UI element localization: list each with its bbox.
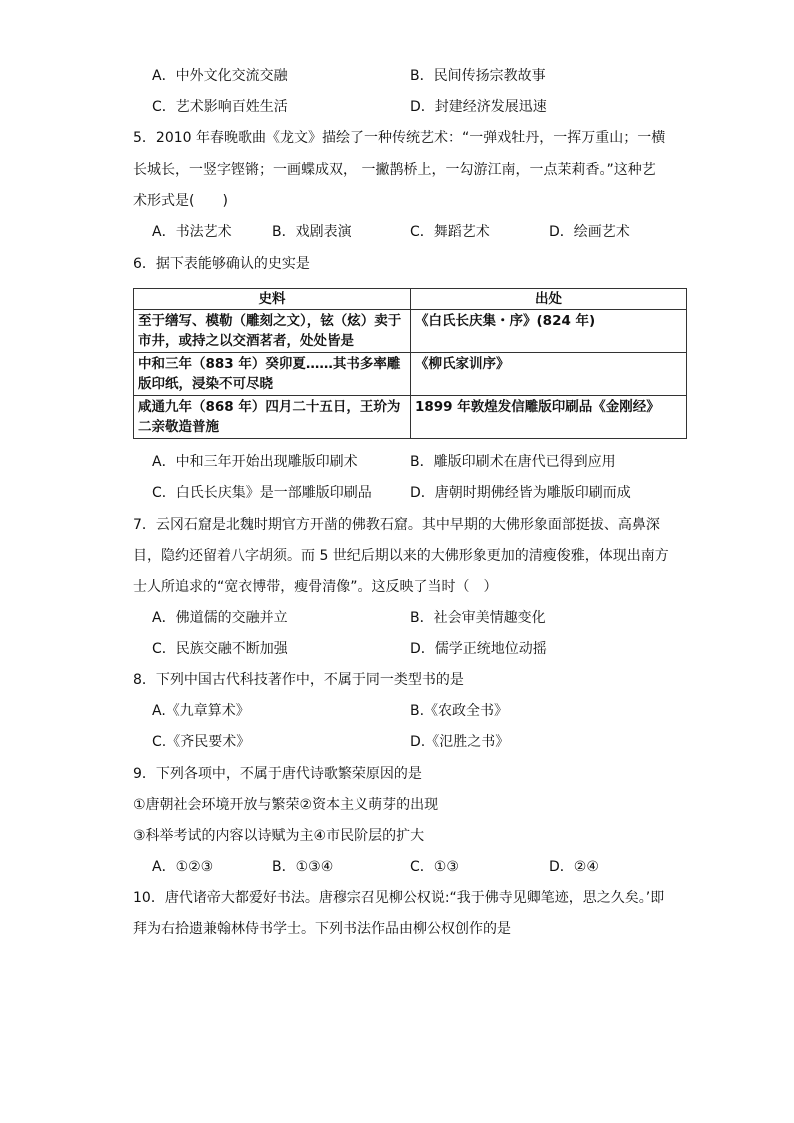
q8-option-b: B.《农政全书》 bbox=[410, 703, 509, 719]
q10-stem-line-2: 拜为右拾遗兼翰林侍书学士。下列书法作品由柳公权创作的是 bbox=[133, 921, 511, 937]
source-table bbox=[133, 288, 687, 439]
table-row bbox=[134, 396, 687, 439]
table-cell: 1899 年敦煌发信雕版印刷品《金刚经》 bbox=[411, 396, 687, 439]
q9-option-d: D．②④ bbox=[549, 859, 599, 875]
q8-stem: 8．下列中国古代科技著作中，不属于同一类型书的是 bbox=[133, 672, 464, 688]
q6-option-b: B．雕版印刷术在唐代已得到应用 bbox=[410, 454, 616, 470]
table-cell: 《柳氏家训序》 bbox=[411, 353, 687, 396]
q7-option-a: A．佛道儒的交融并立 bbox=[152, 610, 288, 626]
q9-item-line-2: ③科举考试的内容以诗赋为主④市民阶层的扩大 bbox=[133, 828, 425, 844]
table-cell: 中和三年（883 年）癸卯夏……其书多率雕版印纸，浸染不可尽晓 bbox=[134, 353, 411, 396]
q7-stem-line-2: 目，隐约还留着八字胡须。而 5 世纪后期以来的大佛形象更加的清瘦俊雅，体现出南方 bbox=[133, 548, 669, 564]
table-cell: 至于缮写、模勒（雕刻之文），铉（炫）卖于市井，或持之以交酒茗者，处处皆是 bbox=[134, 310, 411, 353]
q9-option-a: A．①②③ bbox=[152, 859, 214, 875]
q8-option-d: D.《氾胜之书》 bbox=[410, 734, 510, 750]
q6-stem: 6．据下表能够确认的史实是 bbox=[133, 256, 310, 272]
table-header-source: 史料 bbox=[134, 289, 411, 310]
q5-stem-line-1: 5．2010 年春晚歌曲《龙文》描绘了一种传统艺术：“一弹戏牡丹，一挥万重山；一横 bbox=[133, 130, 666, 146]
table-cell: 咸通九年（868 年）四月二十五日，王玠为二亲敬造普施 bbox=[134, 396, 411, 439]
q5-option-c: C．舞蹈艺术 bbox=[410, 224, 490, 240]
q6-option-d: D．唐朝时期佛经皆为雕版印刷而成 bbox=[410, 485, 631, 501]
q5-option-b: B．戏剧表演 bbox=[272, 224, 352, 240]
table-row bbox=[134, 310, 687, 353]
table-header-origin: 出处 bbox=[411, 289, 687, 310]
table-header-row bbox=[134, 289, 687, 310]
q8-option-c: C.《齐民要术》 bbox=[152, 734, 251, 750]
option-d: D．封建经济发展迅速 bbox=[410, 99, 547, 115]
q7-stem-line-1: 7．云冈石窟是北魏时期官方开凿的佛教石窟。其中早期的大佛形象面部挺拔、高鼻深 bbox=[133, 517, 660, 533]
q5-option-d: D．绘画艺术 bbox=[549, 224, 630, 240]
q6-option-c: C．白氏长庆集》是一部雕版印刷品 bbox=[152, 485, 372, 501]
table-cell: 《白氏长庆集・序》(824 年) bbox=[411, 310, 687, 353]
q6-option-a: A．中和三年开始出现雕版印刷术 bbox=[152, 454, 358, 470]
option-c: C．艺术影响百姓生活 bbox=[152, 99, 288, 115]
q7-option-d: D．儒学正统地位动摇 bbox=[410, 641, 547, 657]
q5-stem-line-2: 长城长，一竖字铿锵；一画蝶成双， 一撇鹊桥上，一勾游江南，一点茉莉香。”这种艺 bbox=[133, 162, 656, 178]
q10-stem-line-1: 10．唐代诸帝大都爱好书法。唐穆宗召见柳公权说:“我于佛寺见卿笔迹，思之久矣。’即 bbox=[133, 890, 665, 906]
q9-item-line-1: ①唐朝社会环境开放与繁荣②资本主义萌芽的出现 bbox=[133, 797, 439, 813]
q8-option-a: A.《九章算术》 bbox=[152, 703, 250, 719]
q9-stem: 9．下列各项中，不属于唐代诗歌繁荣原因的是 bbox=[133, 766, 422, 782]
table-row bbox=[134, 353, 687, 396]
q9-option-b: B．①③④ bbox=[272, 859, 334, 875]
q7-stem-line-3: 士人所追求的“宽衣博带，瘦骨清像”。这反映了当时（ ） bbox=[133, 579, 498, 595]
q7-option-b: B．社会审美情趣变化 bbox=[410, 610, 546, 626]
q5-option-a: A．书法艺术 bbox=[152, 224, 232, 240]
q7-option-c: C．民族交融不断加强 bbox=[152, 641, 288, 657]
option-b: B．民间传扬宗教故事 bbox=[410, 68, 546, 84]
option-a: A．中外文化交流交融 bbox=[152, 68, 288, 84]
q5-stem-line-3: 术形式是( ) bbox=[133, 193, 228, 209]
q9-option-c: C．①③ bbox=[410, 859, 459, 875]
